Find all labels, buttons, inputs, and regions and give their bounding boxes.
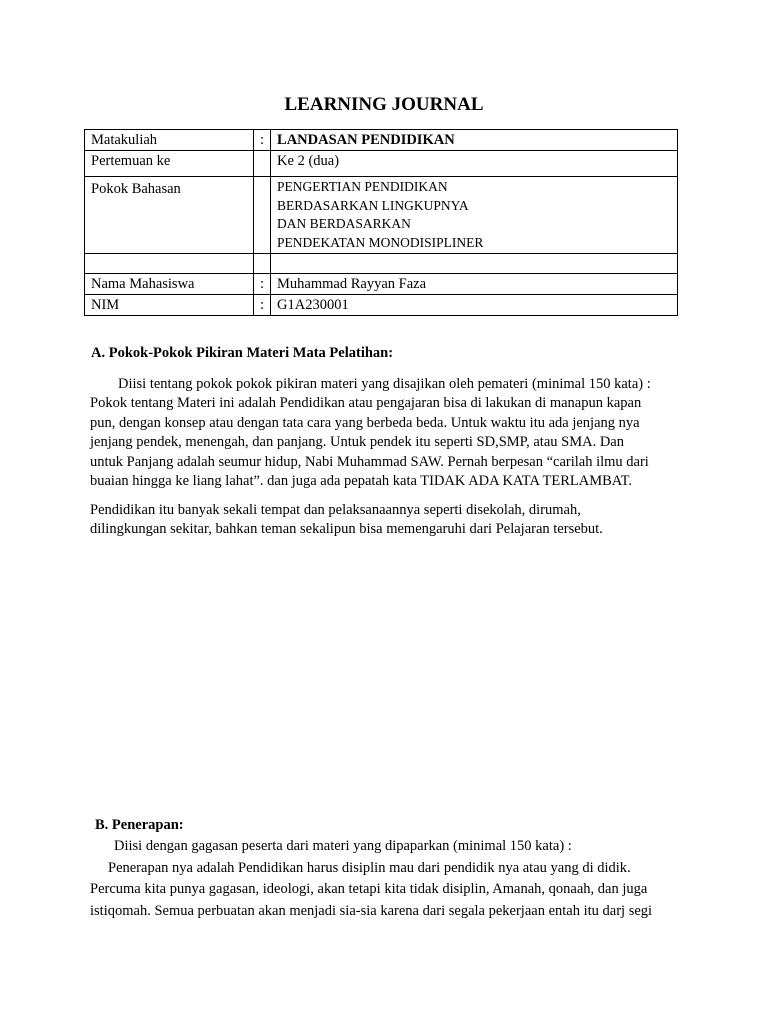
nim-value: G1A230001 [271, 295, 678, 316]
section-a-heading: A. Pokok-Pokok Pikiran Materi Mata Pelatihan: [91, 345, 394, 361]
text-line: jenjang pendek, menengah, dan panjang. Untuk pendek itu seperti SD,SMP, atau SMA. Dan [90, 434, 624, 451]
pokok-line: PENDEKATAN MONODISIPLINER [277, 234, 484, 250]
pokok-line: PENGERTIAN PENDIDIKAN [277, 179, 448, 194]
colon: : [254, 130, 271, 151]
pertemuan-value: Ke 2 (dua) [271, 151, 678, 177]
table-row-nim [85, 295, 678, 316]
text-line: Diisi dengan gagasan peserta dari materi yang dipaparkan (minimal 150 kata) : [114, 838, 572, 854]
section-a-paragraph-2 [90, 501, 680, 540]
nama-value: Muhammad Rayyan Faza [271, 274, 678, 295]
text-line: Diisi tentang pokok pokok pikiran materi yang disajikan oleh pemateri (minimal 150 kata) : [118, 376, 651, 392]
table-row-matakuliah [85, 130, 678, 151]
text-line: dilingkungan sekitar, bahkan teman sekalipun bisa memengaruhi dari Pelajaran tersebut. [90, 521, 603, 538]
colon: : [254, 295, 271, 316]
table-row-empty [85, 254, 678, 274]
pokok-value [271, 177, 678, 254]
nim-label: NIM [85, 295, 254, 316]
text-line: istiqomah. Semua perbuatan akan menjadi sia-sia karena dari segala pekerjaan entah itu darj segi [90, 902, 653, 919]
table-row-pokok [85, 177, 678, 254]
table-row-pertemuan [85, 151, 678, 177]
nama-label: Nama Mahasiswa [85, 274, 254, 295]
text-line: untuk Panjang adalah seumur hidup, Nabi Muhammad SAW. Pernah berpesan “carilah ilmu dari [90, 453, 649, 470]
section-b-heading: B. Penerapan: [95, 817, 184, 833]
pokok-label: Pokok Bahasan [85, 177, 254, 254]
text-line: Pendidikan itu banyak sekali tempat dan pelaksanaannya seperti disekolah, dirumah, [90, 502, 581, 518]
colon-empty [254, 151, 271, 177]
colon-empty [254, 177, 271, 254]
empty-cell [271, 254, 678, 274]
matakuliah-label: Matakuliah [85, 130, 254, 151]
matakuliah-value: LANDASAN PENDIDIKAN [271, 130, 678, 151]
text-line: Penerapan nya adalah Pendidikan harus disiplin mau dari pendidik nya atau yang di didik. [108, 859, 631, 876]
text-line: Percuma kita punya gagasan, ideologi, akan tetapi kita tidak disiplin, Amanah, qonaah, dan juga [90, 881, 648, 897]
info-table [84, 129, 678, 316]
pokok-line: DAN BERDASARKAN [277, 216, 411, 231]
text-line: Pokok tentang Materi ini adalah Pendidikan atau pengajaran bisa di lakukan di manapun kapan [90, 395, 642, 412]
empty-cell [85, 254, 254, 274]
table-row-nama [85, 274, 678, 295]
section-b-paragraph [90, 836, 680, 922]
text-line: buaian hingga ke liang lahat”. dan juga ada pepatah kata TIDAK ADA KATA TERLAMBAT. [90, 473, 633, 490]
section-a-paragraph-1 [90, 375, 680, 491]
pertemuan-label: Pertemuan ke [85, 151, 254, 177]
colon: : [254, 274, 271, 295]
empty-cell [254, 254, 271, 274]
text-line: pun, dengan konsep atau dengan tata cara yang berbeda beda. Untuk waktu itu ada jenjang nya [90, 414, 640, 431]
page-title: LEARNING JOURNAL [284, 94, 484, 115]
pokok-line: BERDASARKAN LINGKUPNYA [277, 197, 469, 213]
